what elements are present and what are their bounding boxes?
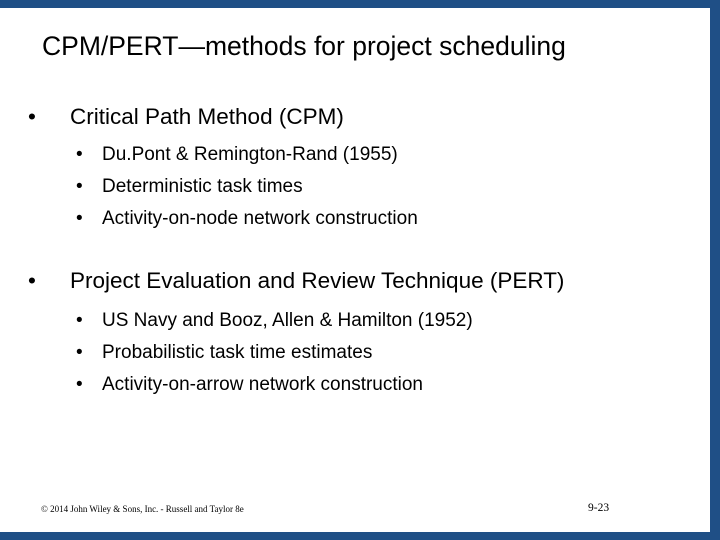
bullet-text: Deterministic task times: [102, 176, 303, 197]
bullet-item-level-2: [28, 203, 708, 235]
bullet-item-level-1: [28, 264, 708, 298]
bullet-text: Probabilistic task time estimates: [102, 342, 373, 363]
bullet-item-level-1: [28, 100, 708, 134]
bullet-item-level-2: [28, 337, 708, 369]
right-accent-bar: [710, 0, 720, 540]
section-cpm: [28, 100, 708, 235]
page-number: 9-23: [588, 502, 610, 514]
bullet-item-level-2: [28, 171, 708, 203]
bullet-text: Activity-on-node network construction: [102, 208, 418, 229]
footer-copyright: © 2014 John Wiley & Sons, Inc. - Russell and Taylor 8e: [41, 504, 244, 514]
bullet-icon: •: [28, 104, 36, 129]
slide-title: CPM/PERT—methods for project scheduling: [42, 31, 566, 61]
bullet-item-level-2: [28, 139, 708, 171]
section-heading: Project Evaluation and Review Technique (PERT): [70, 268, 565, 293]
sub-bullet-list: [28, 139, 708, 235]
bullet-text: Activity-on-arrow network construction: [102, 374, 423, 395]
bottom-accent-bar: [0, 532, 720, 540]
bullet-icon: •: [76, 208, 83, 229]
bullet-item-level-2: [28, 369, 708, 401]
bullet-icon: •: [76, 176, 83, 197]
bullet-icon: •: [76, 144, 83, 165]
bullet-item-level-2: [28, 305, 708, 337]
bullet-icon: •: [28, 268, 36, 293]
section-pert: [28, 264, 708, 401]
bullet-icon: •: [76, 374, 83, 395]
bullet-icon: •: [76, 310, 83, 331]
section-heading: Critical Path Method (CPM): [70, 104, 344, 129]
bullet-text: US Navy and Booz, Allen & Hamilton (1952): [102, 310, 473, 331]
bullet-text: Du.Pont & Remington-Rand (1955): [102, 144, 398, 165]
sub-bullet-list: [28, 305, 708, 401]
bullet-icon: •: [76, 342, 83, 363]
top-accent-bar: [0, 0, 720, 8]
